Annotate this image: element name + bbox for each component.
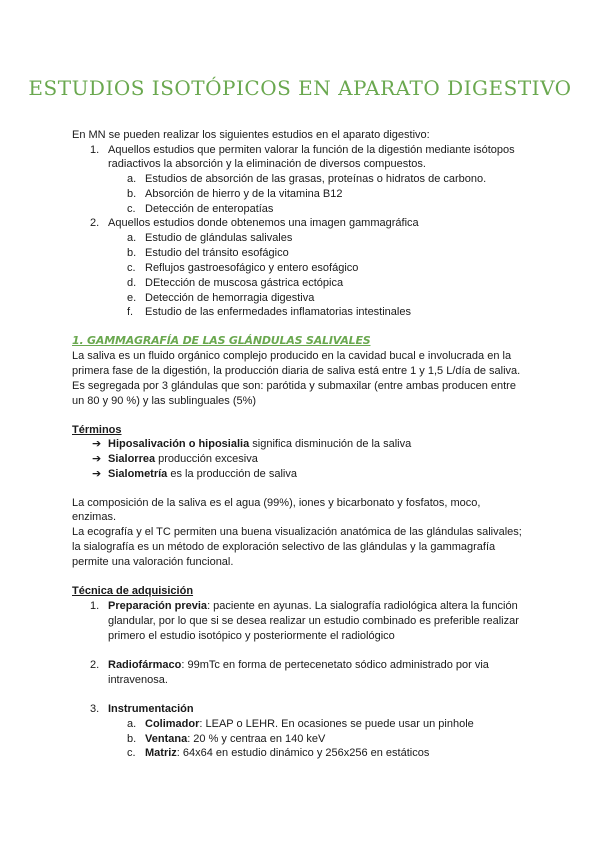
sub-list-letter: a.	[127, 232, 137, 244]
sub-list-letter: b.	[127, 188, 137, 200]
instrument-bold: Ventana	[145, 733, 188, 745]
list-number: 1.	[90, 144, 100, 156]
sub-list-letter: b.	[127, 247, 137, 259]
instrument-rest: : 64x64 en estudio dinámico y 256x256 en estáticos	[176, 747, 430, 759]
list-number: 1.	[90, 600, 100, 612]
list-item-text: Aquellos estudios donde obtenemos una imagen gammagráfica	[108, 217, 419, 229]
term-bold: Sialometría	[108, 468, 168, 480]
list-item-text: radiactivos la absorción y la eliminación de diversos compuestos.	[108, 158, 426, 170]
term-item	[108, 437, 411, 451]
sub-list-letter: b.	[127, 733, 137, 745]
document-title: ESTUDIOS ISOTÓPICOS EN APARATO DIGESTIVO	[28, 76, 572, 100]
term-bold: Sialorrea	[108, 453, 156, 465]
arrow-bullet-icon: ➔	[92, 453, 102, 465]
technique-item	[108, 702, 194, 716]
term-rest: producción excesiva	[155, 453, 258, 465]
technique-bold: Radiofármaco	[108, 659, 182, 671]
sub-list-item: Reflujos gastroesofágico y entero esofágico	[145, 262, 359, 274]
sub-list-letter: d.	[127, 277, 137, 289]
paragraph-line: La composición de la saliva es el agua (99%), iones y bicarbonato y fosfatos, moco,	[72, 497, 481, 509]
paragraph-line: un 80 y 90 %) y las sublinguales (5%)	[72, 395, 257, 407]
sub-list-item: Detección de hemorragia digestiva	[145, 292, 315, 304]
sub-list-item: Detección de enteropatías	[145, 203, 274, 215]
list-number: 2.	[90, 217, 100, 229]
sub-list-letter: a.	[127, 173, 137, 185]
term-rest: significa disminución de la saliva	[249, 438, 412, 450]
paragraph-line: enzimas.	[72, 511, 117, 523]
sub-list-item: Estudio de las enfermedades inflamatorias intestinales	[145, 306, 411, 318]
instrument-item	[145, 717, 474, 731]
sub-list-letter: a.	[127, 718, 137, 730]
paragraph-line: La ecografía y el TC permiten una buena visualización anatómica de las glándulas salivales;	[72, 526, 522, 538]
term-bold: Hiposalivación o hiposialia	[108, 438, 250, 450]
arrow-bullet-icon: ➔	[92, 438, 102, 450]
list-number: 3.	[90, 703, 100, 715]
sub-list-item: Estudios de absorción de las grasas, proteínas o hidratos de carbono.	[145, 173, 487, 185]
sub-list-letter: c.	[127, 747, 136, 759]
instrument-bold: Colimador	[145, 718, 200, 730]
technique-rest: : 99mTc en forma de pertecenetato sódico administrado por via	[181, 659, 489, 671]
instrument-bold: Matriz	[145, 747, 177, 759]
instrument-item	[145, 732, 325, 746]
paragraph-line: la sialografía es un método de exploración selectivo de las glándulas y la gammagrafía	[72, 541, 496, 553]
term-item	[108, 452, 258, 466]
technique-heading: Técnica de adquisición	[72, 585, 194, 597]
technique-bold: Instrumentación	[108, 703, 194, 715]
terms-heading: Términos	[72, 424, 122, 436]
arrow-bullet-icon: ➔	[92, 468, 102, 480]
sub-list-item: Estudio del tránsito esofágico	[145, 247, 289, 259]
sub-list-letter: e.	[127, 292, 137, 304]
term-item	[108, 467, 297, 481]
paragraph-line: primera fase de la digestión, la producción diaria de saliva está entre 1 y 1,5 L/día de saliva.	[72, 365, 521, 377]
sub-list-letter: c.	[127, 203, 136, 215]
technique-item-line: primero el estudio isotópico y posteriormente el radiológico	[108, 630, 395, 642]
technique-item	[108, 658, 489, 672]
sub-list-item: DEtección de muscosa gástrica ectópica	[145, 277, 344, 289]
instrument-item	[145, 746, 429, 760]
instrument-rest: : 20 % y centraa en 140 keV	[187, 733, 326, 745]
sub-list-item: Estudio de glándulas salivales	[145, 232, 293, 244]
paragraph-line: permite una valoración funcional.	[72, 556, 234, 568]
sub-list-item: Absorción de hierro y de la vitamina B12	[145, 188, 343, 200]
list-item-text: Aquellos estudios que permiten valorar la función de la digestión mediante isótopos	[108, 144, 515, 156]
instrument-rest: : LEAP o LEHR. En ocasiones se puede usar un pinhole	[199, 718, 474, 730]
section-heading: 1. GAMMAGRAFÍA DE LAS GLÁNDULAS SALIVALES	[72, 334, 371, 347]
term-rest: es la producción de saliva	[167, 468, 297, 480]
intro-text: En MN se pueden realizar los siguientes estudios en el aparato digestivo:	[72, 129, 430, 141]
sub-list-letter: c.	[127, 262, 136, 274]
technique-rest: : paciente en ayunas. La sialografía radiológica altera la función	[207, 600, 518, 612]
technique-item-line: intravenosa.	[108, 674, 168, 686]
sub-list-letter: f.	[127, 306, 134, 318]
technique-item	[108, 599, 518, 613]
paragraph-line: Es segregada por 3 glándulas que son: parótida y submaxilar (entre ambas producen entre	[72, 380, 516, 392]
list-number: 2.	[90, 659, 100, 671]
technique-item-line: glandular, por lo que si se desea realizar un estudio combinado es preferible realizar	[108, 615, 519, 627]
technique-bold: Preparación previa	[108, 600, 208, 612]
paragraph-line: La saliva es un fluido orgánico complejo producido en la cavidad bucal e involucrada en la	[72, 350, 512, 362]
